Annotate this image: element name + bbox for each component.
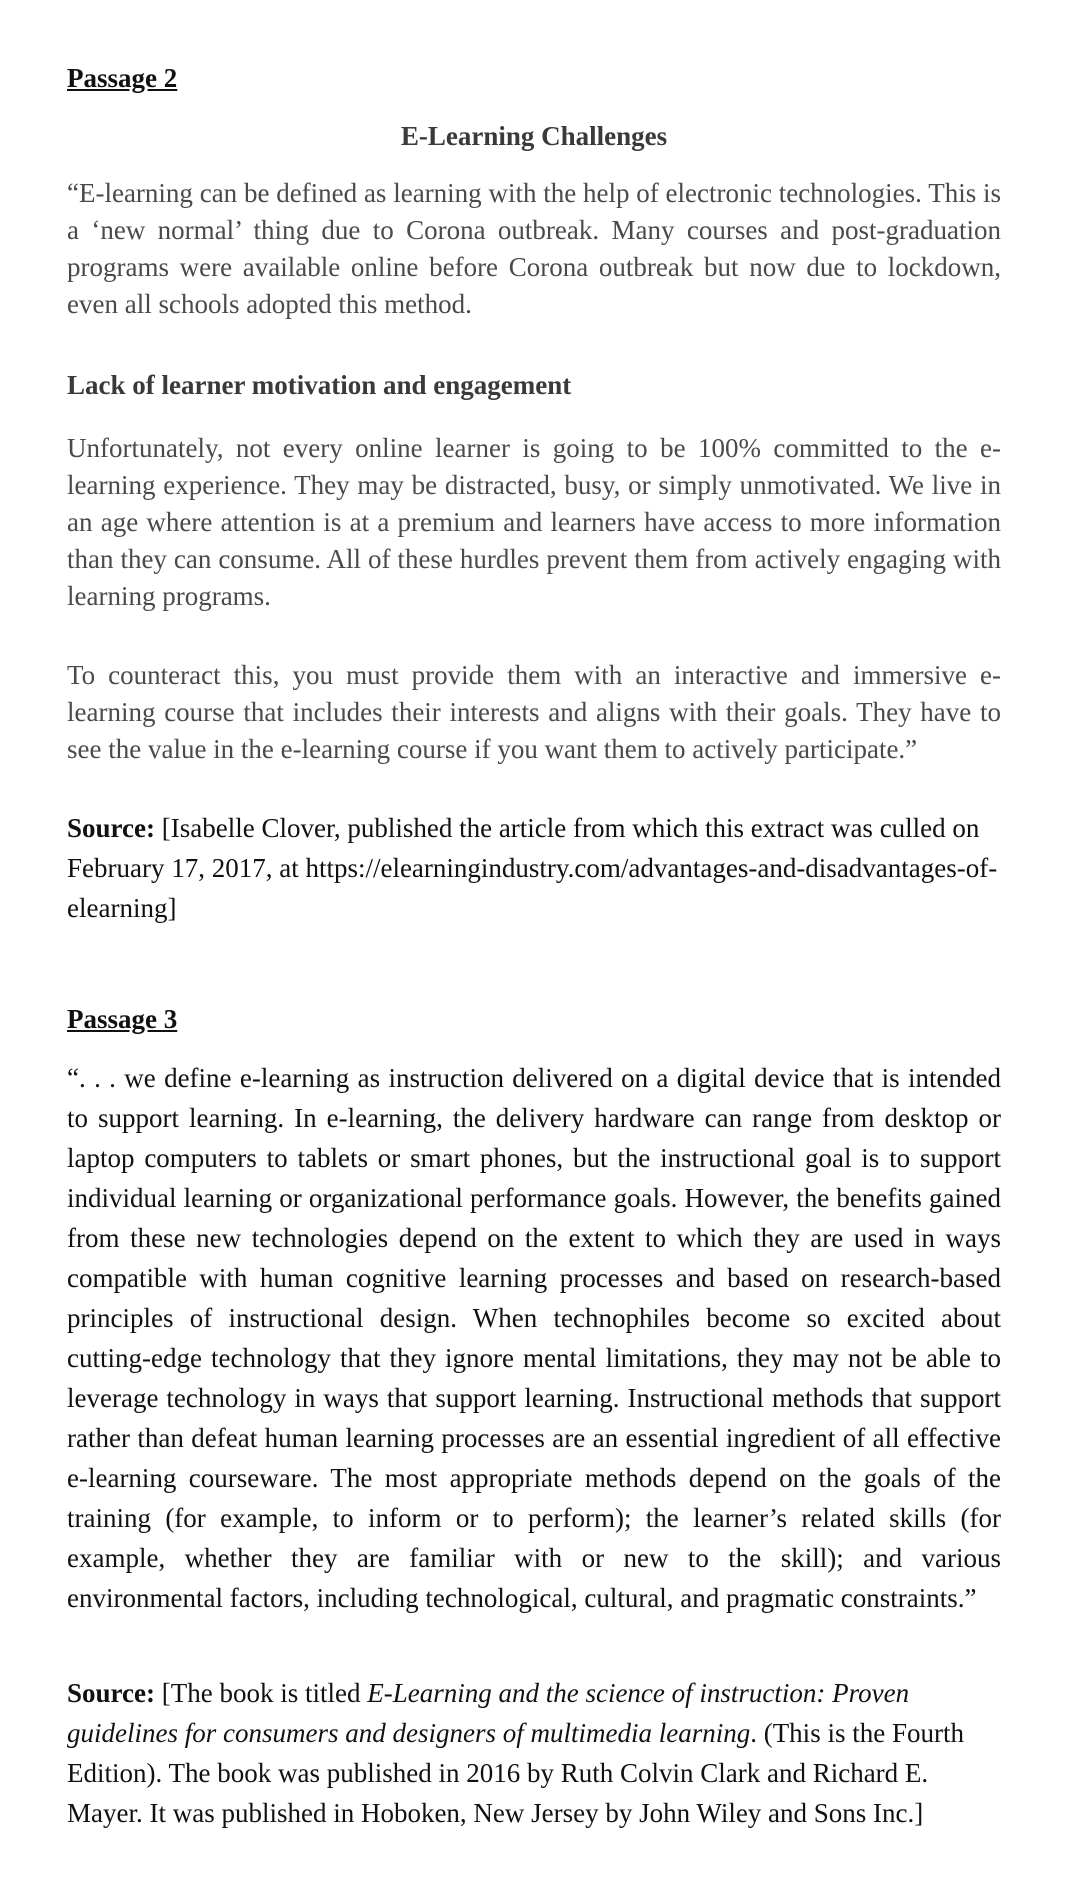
passage-2-paragraph-1: Unfortunately, not every online learner is going to be 100% committed to the e-learning experience. They may be distracted, busy, or simply unmotivated. We live in an age where attention is at a premium and learners have access to more information than they can consume. All of these hurdles prevent them from actively engaging with learning programs. <box>67 433 1001 611</box>
passage-3-body: “. . . we define e-learning as instruction delivered on a digital device that is intended to support learning. In e-learning, the delivery hardware can range from desktop or laptop computers to tablets or smart phones, but the instructional goal is to support individual learning or organizational performance goals. However, the benefits gained from these new technologies depend on the extent to which they are used in ways compatible with human cognitive learning processes and based on research-based principles of instructional design. When technophiles become so excited about cutting-edge technology that they ignore mental limitations, they may not be able to leverage technology in ways that support learning. Instructional methods that support rather than defeat human learning processes are an essential ingredient of all effective e-learning courseware. The most appropriate methods depend on the goals of the training (for example, to inform or to perform); the learner’s related skills (for example, whether they are familiar with or new to the skill); and various environmental factors, including technological, cultural, and pragmatic constraints.” <box>67 1063 1001 1613</box>
passage-3-heading: Passage 3 <box>67 1004 178 1034</box>
passage-2-source <box>67 808 1001 928</box>
book-title: E-Learning and the science of instruction: Proven guidelines for consumers and designers of multimedia learning <box>67 1678 910 1748</box>
source-suffix: . (This is the Fourth Edition). The book was published in 2016 by Ruth Colvin Clark and Richard E. Mayer. It was published in Hoboken, New Jersey by John Wiley and Sons Inc.] <box>67 1718 964 1828</box>
article-title: E-Learning Challenges <box>400 121 668 151</box>
source-label: Source: <box>67 813 155 843</box>
section-subheading: Lack of learner motivation and engagement <box>67 370 572 400</box>
source-label: Source: <box>67 1678 155 1708</box>
source-prefix: [The book is titled <box>161 1678 361 1708</box>
passage-2-heading: Passage 2 <box>67 63 178 93</box>
source-text: [Isabelle Clover, published the article from which this extract was culled on February 17, 2017, at https://elearningindustry.com/advantages-and-disadvantages-of-elearning] <box>67 813 998 923</box>
passage-2-intro: “E-learning can be defined as learning with the help of electronic technologies. This is a ‘new normal’ thing due to Corona outbreak. Many courses and post-graduation programs were available online before Corona outbreak but now due to lockdown, even all schools adopted this method. <box>67 178 1001 319</box>
passage-2-paragraph-2: To counteract this, you must provide them with an interactive and immersive e-learning course that includes their interests and aligns with their goals. They have to see the value in the e-learning course if you want them to actively participate.” <box>67 660 1001 764</box>
passage-3-source <box>67 1673 1001 1833</box>
